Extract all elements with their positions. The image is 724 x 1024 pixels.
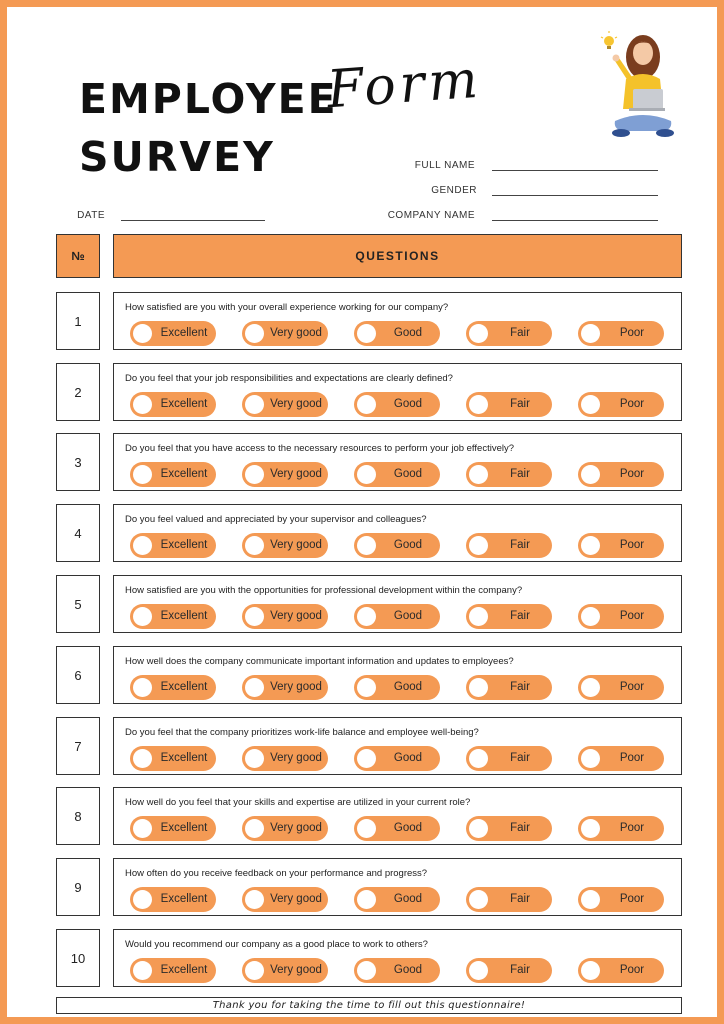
gender-field[interactable] — [492, 195, 658, 196]
question-number: 6 — [56, 646, 100, 704]
question-number: 5 — [56, 575, 100, 633]
questions-column-header: QUESTIONS — [113, 234, 682, 278]
question-row — [56, 363, 682, 421]
option-label: Poor — [619, 468, 645, 480]
option-fair-toggle[interactable] — [466, 321, 552, 346]
title-survey: SURVEY — [79, 133, 275, 181]
toggle-knob-icon — [469, 607, 488, 626]
toggle-knob-icon — [133, 819, 152, 838]
option-label: Poor — [619, 964, 645, 976]
option-good-toggle[interactable] — [354, 746, 440, 771]
option-label: Very good — [270, 893, 322, 905]
toggle-knob-icon — [357, 395, 376, 414]
option-very-good-toggle[interactable] — [242, 958, 328, 983]
toggle-knob-icon — [581, 465, 600, 484]
question-number: 8 — [56, 787, 100, 845]
option-label: Poor — [619, 681, 645, 693]
option-label: Excellent — [160, 681, 208, 693]
question-number: 1 — [56, 292, 100, 350]
option-fair-toggle[interactable] — [466, 604, 552, 629]
gender-label: GENDER — [431, 185, 477, 196]
option-fair-toggle[interactable] — [466, 887, 552, 912]
option-good-toggle[interactable] — [354, 816, 440, 841]
toggle-knob-icon — [133, 961, 152, 980]
toggle-knob-icon — [133, 890, 152, 909]
option-label: Good — [393, 468, 423, 480]
option-fair-toggle[interactable] — [466, 462, 552, 487]
toggle-knob-icon — [245, 678, 264, 697]
option-label: Good — [393, 681, 423, 693]
option-label: Very good — [270, 398, 322, 410]
company-name-field[interactable] — [492, 220, 658, 221]
question-number: 9 — [56, 858, 100, 916]
option-poor-toggle[interactable] — [578, 746, 664, 771]
option-poor-toggle[interactable] — [578, 321, 664, 346]
toggle-knob-icon — [133, 749, 152, 768]
option-very-good-toggle[interactable] — [242, 392, 328, 417]
option-label: Fair — [510, 893, 530, 905]
company-name-label: COMPANY NAME — [387, 210, 475, 221]
option-excellent-toggle[interactable] — [130, 675, 216, 700]
toggle-knob-icon — [133, 536, 152, 555]
question-text: How satisfied are you with the opportunities for professional development within the company? — [125, 585, 523, 596]
question-row — [56, 787, 682, 845]
question-row — [56, 929, 682, 987]
question-row — [56, 433, 682, 491]
question-row — [56, 504, 682, 562]
question-row — [56, 292, 682, 350]
option-poor-toggle[interactable] — [578, 675, 664, 700]
toggle-knob-icon — [581, 678, 600, 697]
toggle-knob-icon — [245, 890, 264, 909]
toggle-knob-icon — [245, 819, 264, 838]
toggle-knob-icon — [469, 890, 488, 909]
question-number: 7 — [56, 717, 100, 775]
option-very-good-toggle[interactable] — [242, 816, 328, 841]
option-very-good-toggle[interactable] — [242, 604, 328, 629]
question-text: Would you recommend our company as a good place to work to others? — [125, 939, 428, 950]
toggle-knob-icon — [245, 395, 264, 414]
option-label: Poor — [619, 610, 645, 622]
toggle-knob-icon — [357, 607, 376, 626]
question-row — [56, 858, 682, 916]
option-very-good-toggle[interactable] — [242, 321, 328, 346]
option-label: Poor — [619, 398, 645, 410]
toggle-knob-icon — [245, 324, 264, 343]
option-good-toggle[interactable] — [354, 958, 440, 983]
thank-you-message: Thank you for taking the time to fill out this questionnaire! — [56, 997, 682, 1014]
option-good-toggle[interactable] — [354, 533, 440, 558]
option-poor-toggle[interactable] — [578, 533, 664, 558]
option-label: Fair — [510, 822, 530, 834]
option-excellent-toggle[interactable] — [130, 887, 216, 912]
option-poor-toggle[interactable] — [578, 958, 664, 983]
option-fair-toggle[interactable] — [466, 392, 552, 417]
number-column-header: № — [56, 234, 100, 278]
option-label: Excellent — [160, 610, 208, 622]
toggle-knob-icon — [245, 961, 264, 980]
question-text: How satisfied are you with your overall experience working for our company? — [125, 302, 449, 313]
date-field[interactable] — [121, 220, 265, 221]
option-label: Very good — [270, 539, 322, 551]
toggle-knob-icon — [245, 607, 264, 626]
option-good-toggle[interactable] — [354, 887, 440, 912]
option-excellent-toggle[interactable] — [130, 604, 216, 629]
question-box — [113, 504, 682, 562]
option-label: Fair — [510, 468, 530, 480]
toggle-knob-icon — [133, 395, 152, 414]
option-label: Excellent — [160, 539, 208, 551]
question-text: Do you feel that you have access to the necessary resources to perform your job effectively? — [125, 443, 514, 454]
question-box — [113, 858, 682, 916]
option-label: Good — [393, 822, 423, 834]
toggle-knob-icon — [133, 324, 152, 343]
option-label: Good — [393, 752, 423, 764]
option-good-toggle[interactable] — [354, 675, 440, 700]
option-label: Very good — [270, 327, 322, 339]
option-label: Very good — [270, 681, 322, 693]
option-fair-toggle[interactable] — [466, 816, 552, 841]
option-fair-toggle[interactable] — [466, 533, 552, 558]
full-name-label: FULL NAME — [414, 160, 475, 171]
toggle-knob-icon — [581, 890, 600, 909]
option-poor-toggle[interactable] — [578, 816, 664, 841]
toggle-knob-icon — [357, 678, 376, 697]
option-fair-toggle[interactable] — [466, 675, 552, 700]
option-excellent-toggle[interactable] — [130, 816, 216, 841]
option-label: Poor — [619, 893, 645, 905]
option-label: Excellent — [160, 398, 208, 410]
option-label: Excellent — [160, 893, 208, 905]
option-label: Very good — [270, 752, 322, 764]
title-script-form: Form — [325, 49, 484, 121]
toggle-knob-icon — [133, 465, 152, 484]
question-box — [113, 646, 682, 704]
toggle-knob-icon — [581, 749, 600, 768]
option-label: Good — [393, 398, 423, 410]
option-very-good-toggle[interactable] — [242, 675, 328, 700]
date-label: DATE — [77, 210, 105, 221]
toggle-knob-icon — [357, 749, 376, 768]
option-fair-toggle[interactable] — [466, 958, 552, 983]
option-excellent-toggle[interactable] — [130, 533, 216, 558]
toggle-knob-icon — [357, 324, 376, 343]
option-label: Very good — [270, 610, 322, 622]
question-number: 2 — [56, 363, 100, 421]
toggle-knob-icon — [469, 678, 488, 697]
toggle-knob-icon — [581, 607, 600, 626]
option-label: Good — [393, 610, 423, 622]
toggle-knob-icon — [133, 607, 152, 626]
question-row — [56, 646, 682, 704]
toggle-knob-icon — [357, 961, 376, 980]
question-box — [113, 433, 682, 491]
option-poor-toggle[interactable] — [578, 392, 664, 417]
option-label: Fair — [510, 327, 530, 339]
question-number: 10 — [56, 929, 100, 987]
option-label: Very good — [270, 822, 322, 834]
option-label: Very good — [270, 468, 322, 480]
option-label: Excellent — [160, 964, 208, 976]
option-excellent-toggle[interactable] — [130, 746, 216, 771]
option-label: Excellent — [160, 752, 208, 764]
title-employee: EMPLOYEE — [79, 75, 338, 123]
option-label: Fair — [510, 610, 530, 622]
question-text: How often do you receive feedback on your performance and progress? — [125, 868, 428, 879]
option-label: Good — [393, 327, 423, 339]
question-box — [113, 929, 682, 987]
toggle-knob-icon — [133, 678, 152, 697]
option-label: Good — [393, 893, 423, 905]
option-label: Excellent — [160, 327, 208, 339]
toggle-knob-icon — [357, 465, 376, 484]
full-name-field[interactable] — [492, 170, 658, 171]
option-label: Fair — [510, 398, 530, 410]
toggle-knob-icon — [469, 395, 488, 414]
option-label: Fair — [510, 681, 530, 693]
toggle-knob-icon — [245, 749, 264, 768]
toggle-knob-icon — [581, 819, 600, 838]
toggle-knob-icon — [357, 819, 376, 838]
woman-laptop-illustration — [599, 27, 683, 149]
question-number: 3 — [56, 433, 100, 491]
option-excellent-toggle[interactable] — [130, 462, 216, 487]
question-text: Do you feel that the company prioritizes work-life balance and employee well-being? — [125, 727, 479, 738]
question-box — [113, 575, 682, 633]
option-label: Poor — [619, 752, 645, 764]
option-label: Excellent — [160, 468, 208, 480]
option-label: Poor — [619, 539, 645, 551]
toggle-knob-icon — [469, 749, 488, 768]
question-text: How well does the company communicate important information and updates to employees? — [125, 656, 514, 667]
option-good-toggle[interactable] — [354, 392, 440, 417]
option-label: Fair — [510, 752, 530, 764]
toggle-knob-icon — [581, 324, 600, 343]
toggle-knob-icon — [469, 465, 488, 484]
question-box — [113, 717, 682, 775]
toggle-knob-icon — [581, 536, 600, 555]
question-text: How well do you feel that your skills and expertise are utilized in your current role? — [125, 797, 471, 808]
option-label: Good — [393, 539, 423, 551]
toggle-knob-icon — [469, 536, 488, 555]
option-excellent-toggle[interactable] — [130, 321, 216, 346]
option-good-toggle[interactable] — [354, 462, 440, 487]
option-very-good-toggle[interactable] — [242, 462, 328, 487]
option-label: Fair — [510, 964, 530, 976]
question-box — [113, 787, 682, 845]
option-label: Very good — [270, 964, 322, 976]
toggle-knob-icon — [357, 536, 376, 555]
option-label: Excellent — [160, 822, 208, 834]
question-text: Do you feel that your job responsibilities and expectations are clearly defined? — [125, 373, 453, 384]
option-label: Good — [393, 964, 423, 976]
toggle-knob-icon — [469, 819, 488, 838]
option-label: Poor — [619, 327, 645, 339]
option-very-good-toggle[interactable] — [242, 533, 328, 558]
question-number: 4 — [56, 504, 100, 562]
option-poor-toggle[interactable] — [578, 887, 664, 912]
toggle-knob-icon — [357, 890, 376, 909]
toggle-knob-icon — [469, 324, 488, 343]
question-row — [56, 717, 682, 775]
toggle-knob-icon — [469, 961, 488, 980]
option-label: Poor — [619, 822, 645, 834]
option-very-good-toggle[interactable] — [242, 746, 328, 771]
option-good-toggle[interactable] — [354, 321, 440, 346]
toggle-knob-icon — [581, 395, 600, 414]
option-fair-toggle[interactable] — [466, 746, 552, 771]
question-box — [113, 292, 682, 350]
option-poor-toggle[interactable] — [578, 604, 664, 629]
toggle-knob-icon — [245, 465, 264, 484]
option-excellent-toggle[interactable] — [130, 958, 216, 983]
option-very-good-toggle[interactable] — [242, 887, 328, 912]
option-poor-toggle[interactable] — [578, 462, 664, 487]
toggle-knob-icon — [245, 536, 264, 555]
question-text: Do you feel valued and appreciated by your supervisor and colleagues? — [125, 514, 427, 525]
option-good-toggle[interactable] — [354, 604, 440, 629]
question-box — [113, 363, 682, 421]
option-label: Fair — [510, 539, 530, 551]
question-row — [56, 575, 682, 633]
toggle-knob-icon — [581, 961, 600, 980]
option-excellent-toggle[interactable] — [130, 392, 216, 417]
